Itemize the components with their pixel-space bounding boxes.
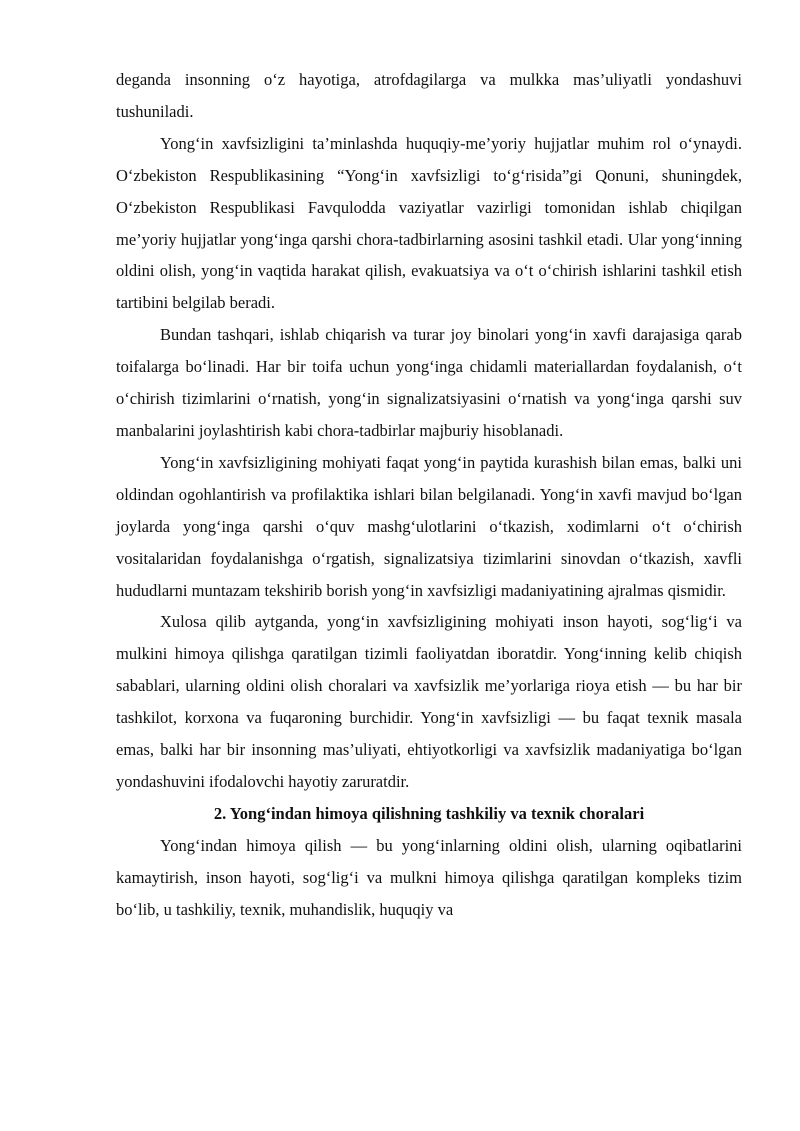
paragraph-continuation: deganda insonning o‘z hayotiga, atrofdagilarga va mulkka mas’uliyatli yondashuvi tushuniladi. (116, 70, 742, 121)
paragraph-section-intro: Yong‘indan himoya qilish — bu yong‘inlarning oldini olish, ularning oqibatlarini kamaytirish, inson hayoti, sog‘lig‘i va mulkni himoya qilishga qaratilgan kompleks tizim bo‘lib, u tashkiliy, texnik, muhandislik, huquqiy va (116, 835, 742, 919)
section-heading: 2. Yong‘indan himoya qilishning tashkiliy va texnik choralari (213, 803, 645, 823)
paragraph-conclusion: Xulosa qilib aytganda, yong‘in xavfsizligining mohiyati inson hayoti, sog‘lig‘i va mulkini himoya qilishga qaratilgan tizimli faoliyatdan iboratdir. Yong‘inning kelib chiqish sabablari, ularning oldini olish choralari va xavfsizlik me’yorlariga rioya etish — bu har bir tashkilot, korxona va fuqaroning burchidir. Yong‘in xavfsizligi — bu faqat texnik masala emas, balki har bir insonning mas’uliyati, ehtiyotkorligi va xavfsizlik madaniyatiga bo‘lgan yondashuvini ifodalovchi hayotiy zaruratdir. (116, 612, 742, 791)
paragraph-prevention: Yong‘in xavfsizligining mohiyati faqat yong‘in paytida kurashish bilan emas, balki uni oldindan ogohlantirish va profilaktika ishlari bilan belgilanadi. Yong‘in xavfi mavjud bo‘lgan joylarda yong‘inga qarshi o‘quv mashg‘ulotlarini o‘tkazish, xodimlarni o‘t o‘chirish vositalaridan foydalanishga o‘rgatish, signalizatsiya tizimlarini sinovdan o‘tkazish, xavfli hududlarni muntazam tekshirib borish yong‘in xavfsizligi madaniyatining ajralmas qismidir. (116, 452, 742, 600)
document-page (116, 64, 742, 925)
paragraph-legal-documents: Yong‘in xavfsizligini ta’minlashda huquqiy-me’yoriy hujjatlar muhim rol o‘ynaydi. O‘zbekiston Respublikasining “Yong‘in xavfsizligi to‘g‘risida”gi Qonuni, shuningdek, O‘zbekiston Respublikasi Favqulodda vaziyatlar vazirligi tomonidan ishlab chiqilgan me’yoriy hujjatlar yong‘inga qarshi chora-tadbirlarning asosini tashkil etadi. Ular yong‘inning oldini olish, yong‘in vaqtida harakat qilish, evakuatsiya va o‘t o‘chirish ishlarini tashkil etish tartibini belgilab beradi. (116, 133, 742, 313)
paragraph-building-categories: Bundan tashqari, ishlab chiqarish va turar joy binolari yong‘in xavfi darajasiga qarab toifalarga bo‘linadi. Har bir toifa uchun yong‘inga chidamli materiallardan foydalanish, o‘t o‘chirish tizimlarini o‘rnatish, yong‘in signalizatsiyasini o‘rnatish va yong‘inga qarshi suv manbalarini joylashtirish kabi chora-tadbirlar majburiy hisoblanadi. (116, 325, 742, 440)
